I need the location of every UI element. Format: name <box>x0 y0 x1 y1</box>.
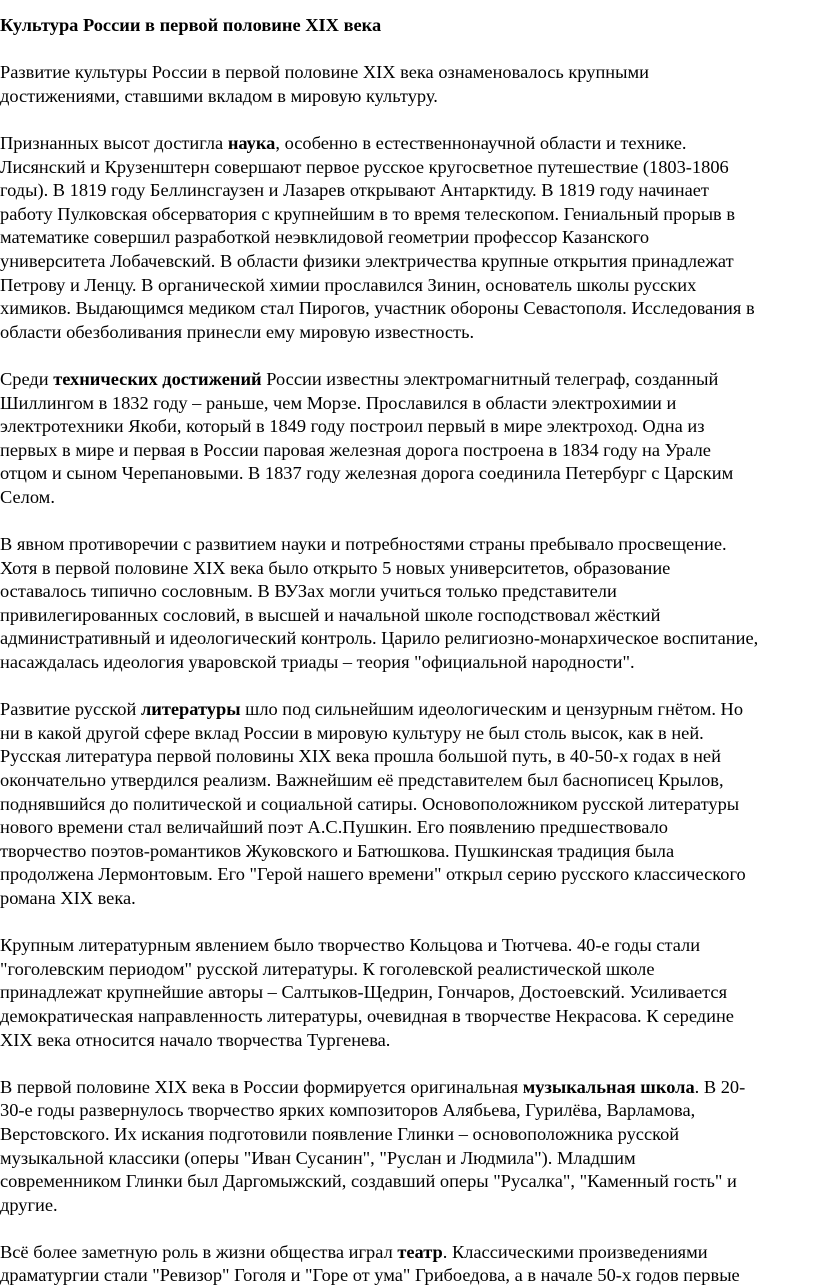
text-run: России известны электромагнитный телеграф, созданный <box>261 368 719 389</box>
text-run: . Классическими произведениями <box>442 1241 708 1262</box>
text-line <box>0 132 816 156</box>
text-run: окончательно утвердился реализм. Важнейшим её представителем был баснописец Крылов, <box>0 770 724 790</box>
text-run: В первой половине XIX века в России формируется оригинальная <box>0 1076 523 1097</box>
text-run: годы). В 1819 году Беллинсгаузен и Лазарев открывают Антарктиду. В 1819 году начинает <box>0 180 709 201</box>
text-run: университета Лобачевский. В области физики электричества крупные открытия принадлежат <box>0 250 734 271</box>
paragraph <box>0 368 816 510</box>
text-run: XIX века относится начало творчества Тургенева. <box>0 1029 391 1050</box>
text-line <box>0 1099 816 1123</box>
text-run: современником Глинки был Даргомыжский, создавший оперы "Русалка", "Каменный гость" и <box>0 1171 737 1192</box>
text-line <box>0 1076 816 1100</box>
text-run: работу Пулковская обсерватория с крупнейшим в то время телескопом. Гениальный прорыв в <box>0 203 736 224</box>
text-line <box>0 85 816 109</box>
text-line <box>0 745 816 769</box>
paragraph <box>0 1241 816 1288</box>
text-line <box>0 226 816 250</box>
text-line <box>0 769 816 793</box>
text-run: Петрову и Ленцу. В органической химии прославился Зинин, основатель школы русских <box>0 274 697 295</box>
text-line <box>0 1147 816 1171</box>
text-line <box>0 958 816 982</box>
text-run: Признанных высот достигла <box>0 132 228 153</box>
text-run: отцом и сыном Черепановыми. В 1837 году железная дорога соединила Петербург с Царским <box>0 463 734 484</box>
text-line <box>0 887 816 911</box>
bold-term: технических достижений <box>53 368 262 389</box>
text-run: драматургии стали "Ревизор" Гоголя и "Горе от ума" Грибоедова, а в начале 50-х годов первые <box>0 1265 740 1286</box>
text-line <box>0 816 816 840</box>
text-run: 30-е годы развернулось творчество ярких композиторов Алябьева, Гурилёва, Варламова, <box>0 1100 696 1121</box>
text-line <box>0 557 816 581</box>
bold-term: театр <box>397 1241 443 1262</box>
text-line <box>0 580 816 604</box>
text-run: Русская литература первой половины XIX века прошла большой путь, в 40-50-х годах в ней <box>0 746 721 767</box>
text-run: Всё более заметную роль в жизни общества играл <box>0 1241 398 1262</box>
text-run: Шиллингом в 1832 году – раньше, чем Морзе. Прославился в области электрохимии и <box>0 392 677 413</box>
paragraph <box>0 132 816 344</box>
paragraph <box>0 698 816 910</box>
text-line <box>0 793 816 817</box>
text-line <box>0 462 816 486</box>
text-line <box>0 1005 816 1029</box>
text-line <box>0 250 816 274</box>
text-line <box>0 604 816 628</box>
text-line <box>0 1029 816 1053</box>
text-line <box>0 1264 816 1288</box>
text-line <box>0 368 816 392</box>
text-line <box>0 722 816 746</box>
text-run: творчество поэтов-романтиков Жуковского и Батюшкова. Пушкинская традиция была <box>0 840 675 861</box>
text-run: В явном противоречии с развитием науки и потребностями страны пребывало просвещение. <box>0 534 727 555</box>
text-run: поднявшийся до политической и социальной сатиры. Основоположником русской литературы <box>0 793 740 814</box>
text-run: Лисянский и Крузенштерн совершают первое русское кругосветное путешествие (1803-1806 <box>0 156 729 177</box>
text-run: первых в мире и первая в России паровая железная дорога построена в 1834 году на Урале <box>0 439 711 460</box>
text-line <box>0 934 816 958</box>
paragraph <box>0 934 816 1052</box>
text-line <box>0 61 816 85</box>
paragraph <box>0 61 816 108</box>
text-run: музыкальной классики (оперы "Иван Сусанин", "Руслан и Людмила"). Младшим <box>0 1147 636 1168</box>
text-line <box>0 203 816 227</box>
text-line <box>0 156 816 180</box>
text-line <box>0 486 816 510</box>
paragraph <box>0 533 816 675</box>
text-line <box>0 321 816 345</box>
text-run: привилегированных сословий, в высшей и начальной школе господствовал жёсткий <box>0 604 661 625</box>
text-run: Развитие русской <box>0 699 141 720</box>
text-line <box>0 840 816 864</box>
text-run: ни в какой другой сфере вклад России в мировую культуру не был столь высок, как в ней. <box>0 722 704 743</box>
text-run: химиков. Выдающимся медиком стал Пирогов, участник обороны Севастополя. Исследования в <box>0 298 755 319</box>
text-line <box>0 698 816 722</box>
text-line <box>0 274 816 298</box>
text-line <box>0 1241 816 1265</box>
text-line <box>0 439 816 463</box>
text-run: шло под сильнейшим идеологическим и цензурным гнётом. Но <box>240 699 744 720</box>
text-line <box>0 981 816 1005</box>
bold-term: наука <box>227 132 276 153</box>
text-run: Развитие культуры России в первой половине XIX века ознаменовалось крупными <box>0 62 649 83</box>
text-run: Крупным литературным явлением было творчество Кольцова и Тютчева. 40-е годы стали <box>0 935 701 956</box>
text-run: Верстовского. Их искания подготовили появление Глинки – основоположника русской <box>0 1123 680 1144</box>
text-run: "гоголевским периодом" русской литературы. К гоголевской реалистической школе <box>0 958 655 979</box>
text-run: области обезболивания принесли ему мировую известность. <box>0 321 475 342</box>
text-line <box>0 415 816 439</box>
text-line <box>0 297 816 321</box>
document-title: Культура России в первой половине XIX века <box>0 15 382 35</box>
text-line <box>0 627 816 651</box>
text-run: демократическая направленность литературы, очевидная в творчестве Некрасова. К середине <box>0 1005 734 1026</box>
text-run: электротехники Якоби, который в 1849 году построил первый в мире электроход. Одна из <box>0 416 705 437</box>
paragraph <box>0 1076 816 1218</box>
text-run: принадлежат крупнейшие авторы – Салтыков-Щедрин, Гончаров, Достоевский. Усиливается <box>0 982 728 1003</box>
text-run: романа XIX века. <box>0 887 136 908</box>
text-run: административный и идеологический контроль. Царило религиозно-монархическое воспитание, <box>0 628 759 649</box>
text-run: Среди <box>0 368 54 389</box>
text-line <box>0 179 816 203</box>
text-run: достижениями, ставшими вкладом в мировую культуру. <box>0 85 438 106</box>
text-line <box>0 1123 816 1147</box>
document-page <box>0 14 816 1288</box>
text-run: другие. <box>0 1194 58 1215</box>
text-run: продолжена Лермонтовым. Его "Герой нашего времени" открыл серию русского классического <box>0 864 746 885</box>
text-line <box>0 651 816 675</box>
text-run: математике совершил разработкой неэвклидовой геометрии профессор Казанского <box>0 227 650 248</box>
text-run: насаждалась идеология уваровской триады – теория "официальной народности". <box>0 652 635 673</box>
text-run: . В 20- <box>694 1076 746 1097</box>
bold-term: литературы <box>140 699 241 720</box>
text-line <box>0 533 816 557</box>
text-run: оставалось типично сословным. В ВУЗах могли учиться только представители <box>0 581 617 602</box>
bold-term: музыкальная школа <box>522 1076 695 1097</box>
text-line <box>0 1170 816 1194</box>
text-run: , особенно в естественнонаучной области и технике. <box>275 132 687 153</box>
text-run: Селом. <box>0 486 55 507</box>
text-line <box>0 392 816 416</box>
text-run: Хотя в первой половине XIX века было открыто 5 новых университетов, образование <box>0 557 671 578</box>
text-line <box>0 863 816 887</box>
text-run: нового времени стал величайший поэт А.С.Пушкин. Его появлению предшествовало <box>0 817 668 838</box>
document-body <box>0 61 816 1288</box>
text-line <box>0 1194 816 1218</box>
